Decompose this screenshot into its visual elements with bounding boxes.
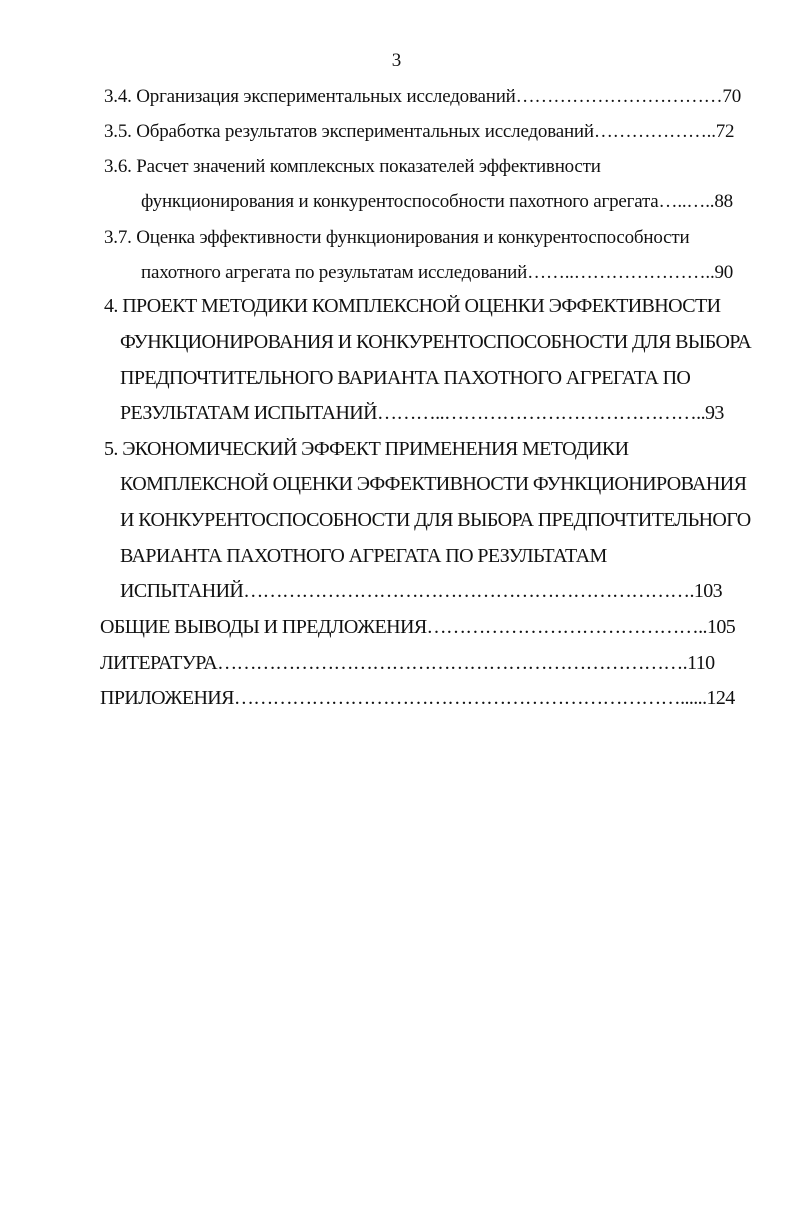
toc-entry-5-line5: ИСПЫТАНИЙ…………………………………………………………….103	[120, 580, 723, 602]
toc-entry-4-line1: 4. ПРОЕКТ МЕТОДИКИ КОМПЛЕКСНОЙ ОЦЕНКИ ЭФФЕКТИВНОСТИ	[104, 295, 721, 317]
toc-entry-3-6-line2: функционирования и конкурентоспособности пахотного агрегата…..…..88	[141, 191, 733, 212]
toc-entry-conclusions: ОБЩИЕ ВЫВОДЫ И ПРЕДЛОЖЕНИЯ……………………………………..105	[100, 616, 736, 638]
toc-entry-3-5: 3.5. Обработка результатов экспериментальных исследований………………..72	[104, 121, 735, 142]
toc-entry-5-line3: И КОНКУРЕНТОСПОСОБНОСТИ ДЛЯ ВЫБОРА ПРЕДПОЧТИТЕЛЬНОГО	[120, 509, 751, 531]
toc-entry-4-line4: РЕЗУЛЬТАТАМ ИСПЫТАНИЙ………..…………………………………..93	[120, 402, 724, 424]
toc-entry-3-7-line1: 3.7. Оценка эффективности функционирования и конкурентоспособности	[104, 227, 690, 248]
toc-entry-3-6-line1: 3.6. Расчет значений комплексных показателей эффективности	[104, 156, 601, 177]
toc-entry-3-7-line2: пахотного агрегата по результатам исследований……..…………………..90	[141, 262, 734, 283]
toc-entry-5-line1: 5. ЭКОНОМИЧЕСКИЙ ЭФФЕКТ ПРИМЕНЕНИЯ МЕТОДИКИ	[104, 438, 629, 460]
toc-entry-appendices: ПРИЛОЖЕНИЯ……………………………………………………………......124	[100, 687, 735, 709]
toc-entry-literature: ЛИТЕРАТУРА……………………………………………………………….110	[100, 652, 715, 674]
page-number: 3	[391, 50, 402, 71]
toc-entry-5-line2: КОМПЛЕКСНОЙ ОЦЕНКИ ЭФФЕКТИВНОСТИ ФУНКЦИОНИРОВАНИЯ	[120, 473, 747, 495]
toc-entry-4-line2: ФУНКЦИОНИРОВАНИЯ И КОНКУРЕНТОСПОСОБНОСТИ ДЛЯ ВЫБОРА	[120, 331, 752, 353]
toc-entry-5-line4: ВАРИАНТА ПАХОТНОГО АГРЕГАТА ПО РЕЗУЛЬТАТАМ	[120, 545, 607, 567]
toc-entry-4-line3: ПРЕДПОЧТИТЕЛЬНОГО ВАРИАНТА ПАХОТНОГО АГРЕГАТА ПО	[120, 367, 691, 389]
toc-entry-3-4: 3.4. Организация экспериментальных исследований……………………………70	[104, 86, 742, 107]
